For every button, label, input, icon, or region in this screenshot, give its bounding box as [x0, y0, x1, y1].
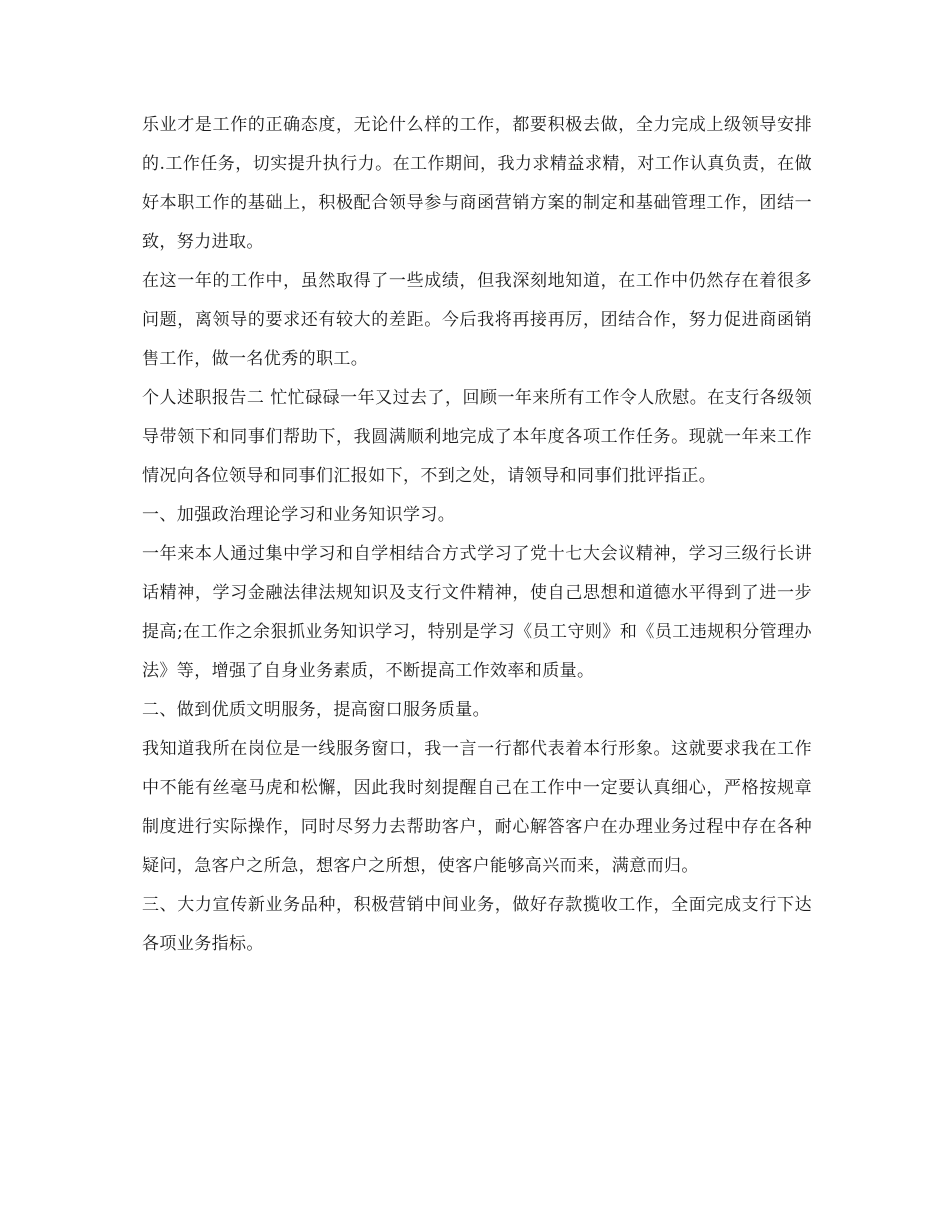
section-heading-2: 二、做到优质文明服务，提高窗口服务质量。: [142, 700, 490, 720]
body-paragraph: 在这一年的工作中，虽然取得了一些成绩，但我深刻地知道，在工作中仍然存在着很多问题，离领导的要求还有较大的差距。今后我将再接再厉，团结合作，努力促进商函销售工作，做一名优秀的职工。: [142, 271, 812, 369]
section-heading-3: 三、大力宣传新业务品种，积极营销中间业务，做好存款揽收工作，全面完成支行下达各项业务指标。: [142, 895, 812, 954]
report-intro-paragraph: 个人述职报告二 忙忙碌碌一年又过去了，回顾一年来所有工作令人欣慰。在支行各级领导带领下和同事们帮助下，我圆满顺利地完成了本年度各项工作任务。现就一年来工作情况向各位领导和同事们汇报如下，不到之处，请领导和同事们批评指正。: [142, 388, 812, 486]
body-paragraph: 我知道我所在岗位是一线服务窗口，我一言一行都代表着本行形象。这就要求我在工作中不能有丝毫马虎和松懈，因此我时刻提醒自己在工作中一定要认真细心，严格按规章制度进行实际操作，同时尽努力去帮助客户，耐心解答客户在办理业务过程中存在各种疑问，急客户之所急，想客户之所想，使客户能够高兴而来，满意而归。: [142, 739, 812, 876]
body-paragraph: 一年来本人通过集中学习和自学相结合方式学习了党十七大会议精神，学习三级行长讲话精神，学习金融法律法规知识及支行文件精神，使自己思想和道德水平得到了进一步提高;在工作之余狠抓业务知识学习，特别是学习《员工守则》和《员工违规积分管理办法》等，增强了自身业务素质，不断提高工作效率和质量。: [142, 544, 812, 681]
body-paragraph: 乐业才是工作的正确态度，无论什么样的工作，都要积极去做，全力完成上级领导安排的.工作任务，切实提升执行力。在工作期间，我力求精益求精，对工作认真负责，在做好本职工作的基础上，积极配合领导参与商函营销方案的制定和基础管理工作，团结一致，努力进取。: [142, 115, 812, 252]
section-heading-1: 一、加强政治理论学习和业务知识学习。: [142, 505, 456, 525]
document-body: [142, 106, 812, 964]
